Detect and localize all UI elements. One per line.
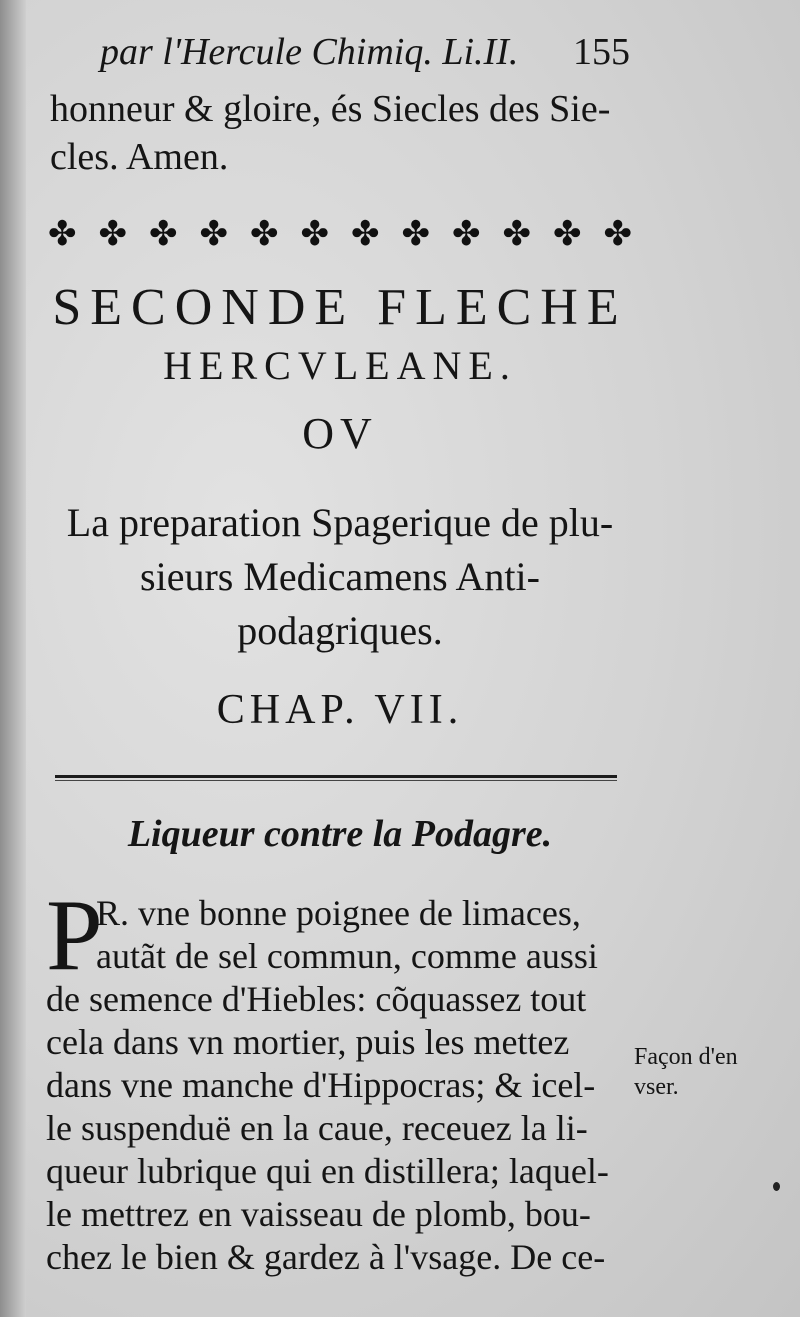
fleuron-icon: ✤ xyxy=(98,214,123,254)
fleuron-icon: ✤ xyxy=(553,214,578,254)
paragraph-line: chez le bien & gardez à l'vsage. De ce- xyxy=(46,1237,606,1277)
paragraph-line: de semence d'Hiebles: cõquassez tout xyxy=(46,979,587,1019)
paragraph-line: queur lubrique qui en distillera; laquel- xyxy=(46,1151,609,1191)
heading-subtitle xyxy=(55,496,625,658)
paragraph-line: R. vne bonne poignee de limaces, xyxy=(96,893,581,933)
heading-herculeane: HERCVLEANE. xyxy=(163,343,517,388)
paragraph-line: le suspenduë en la caue, receuez la li- xyxy=(46,1108,588,1148)
margin-note-line: Façon d'en xyxy=(634,1044,738,1070)
paragraph-line: le mettrez en vaisseau de plomb, bou- xyxy=(46,1194,591,1234)
fleuron-ornament-band xyxy=(48,212,628,256)
subtitle-line: podagriques. xyxy=(237,608,443,653)
recipe-paragraph xyxy=(46,879,626,1279)
drop-cap: P xyxy=(46,879,103,992)
fleuron-icon: ✤ xyxy=(250,214,275,254)
horizontal-rule xyxy=(55,775,617,781)
heading-ou: OV xyxy=(302,409,378,458)
running-header xyxy=(100,30,630,74)
page-gutter xyxy=(0,0,26,1317)
chapter-heading: CHAP. VII. xyxy=(216,687,464,733)
fleuron-icon: ✤ xyxy=(401,214,426,254)
margin-note-line: vser. xyxy=(634,1074,679,1100)
fleuron-icon: ✤ xyxy=(351,214,376,254)
section-title: Liqueur contre la Podagre. xyxy=(127,813,553,855)
fleuron-icon: ✤ xyxy=(199,214,224,254)
subtitle-line: La preparation Spagerique de plu- xyxy=(66,500,614,545)
fleuron-icon: ✤ xyxy=(452,214,477,254)
paragraph-line: dans vne manche d'Hippocras; & icel- xyxy=(46,1065,596,1105)
heading-seconde-fleche: SECONDE FLECHE xyxy=(52,279,628,336)
page-number: 155 xyxy=(573,31,630,73)
fleuron-icon: ✤ xyxy=(149,214,174,254)
paragraph-line: autãt de sel commun, comme aussi xyxy=(96,936,598,976)
running-title: par l'Hercule Chimiq. Li.II. xyxy=(100,31,519,73)
fleuron-icon: ✤ xyxy=(48,214,73,254)
margin-note xyxy=(634,1042,784,1102)
fleuron-icon: ✤ xyxy=(603,214,628,254)
fleuron-icon: ✤ xyxy=(502,214,527,254)
carry-over-line: honneur & gloire, és Siecles des Sie- xyxy=(50,88,611,130)
carry-over-text xyxy=(50,85,625,181)
ink-speck xyxy=(773,1182,780,1191)
fleuron-icon: ✤ xyxy=(300,214,325,254)
paragraph-body xyxy=(46,892,626,1279)
subtitle-line: sieurs Medicamens Anti- xyxy=(140,554,540,599)
carry-over-line: cles. Amen. xyxy=(50,136,229,178)
paragraph-line: cela dans vn mortier, puis les mettez xyxy=(46,1022,570,1062)
